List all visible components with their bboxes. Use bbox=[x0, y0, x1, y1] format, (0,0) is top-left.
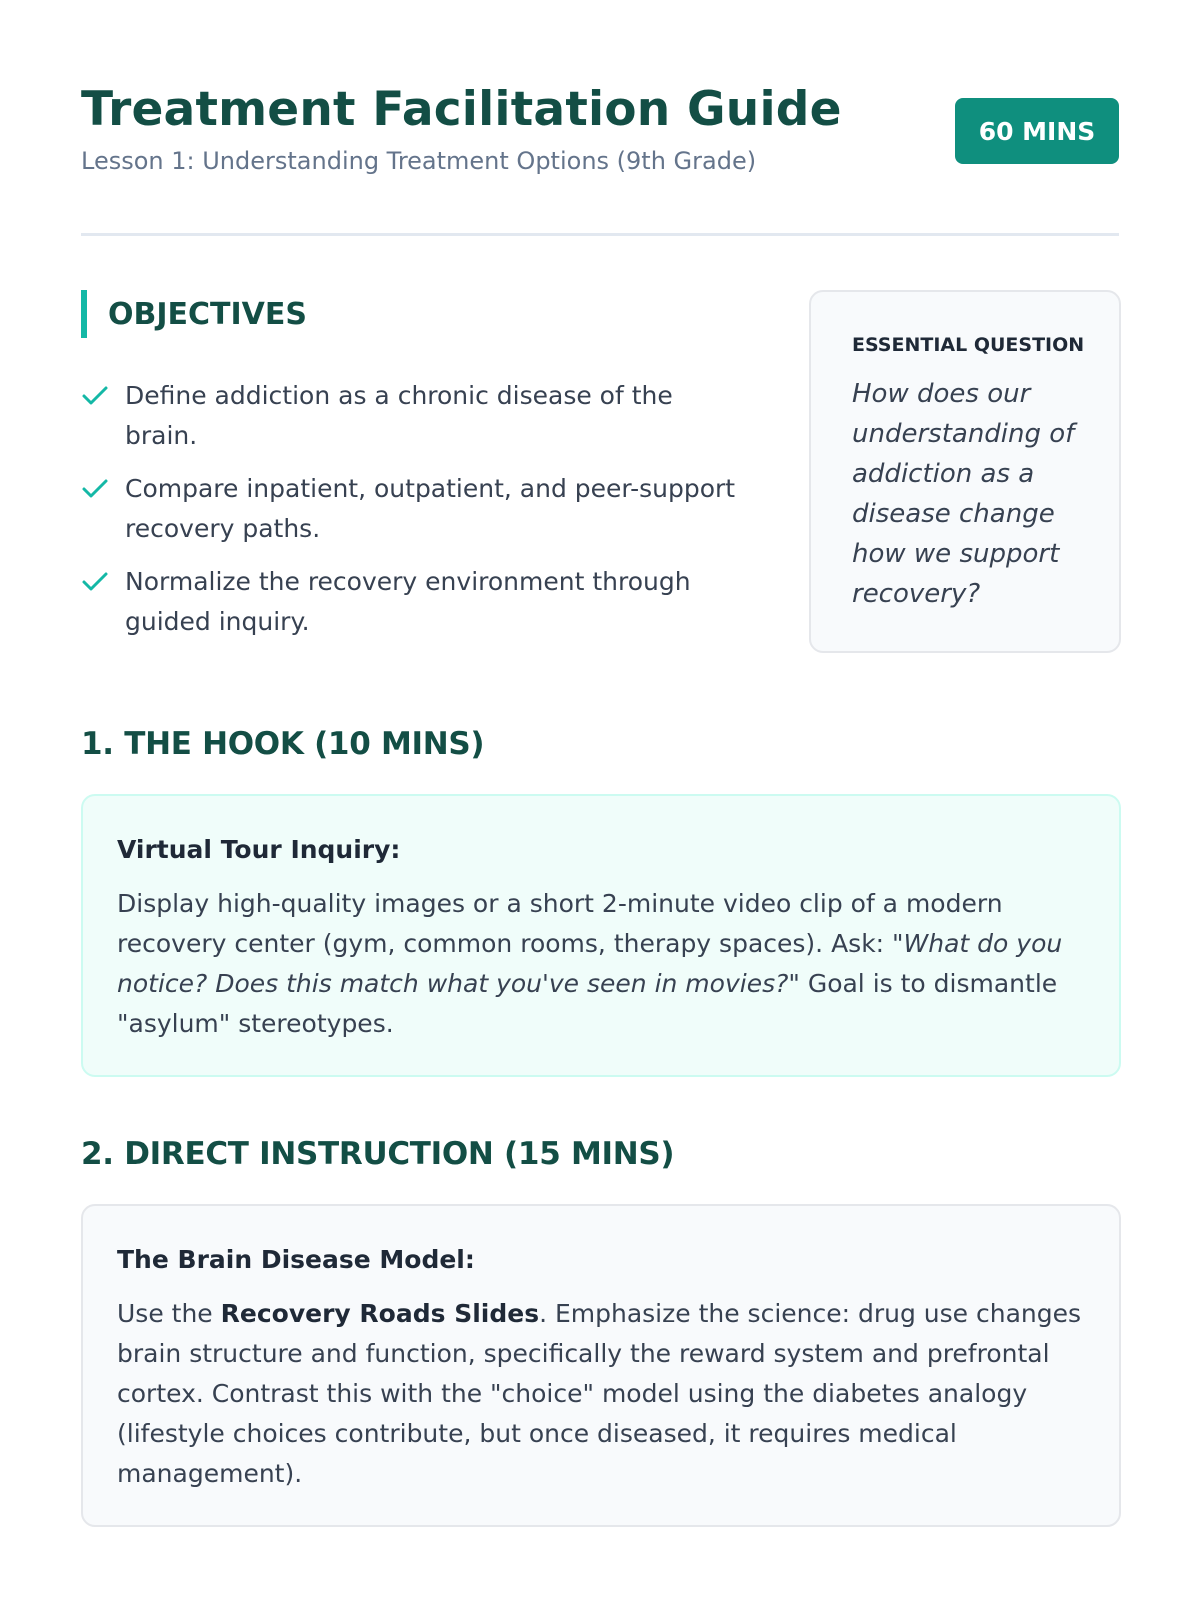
page-subtitle: Lesson 1: Understanding Treatment Options (9th Grade) bbox=[81, 147, 757, 175]
essential-question-label: ESSENTIAL QUESTION bbox=[852, 334, 1085, 356]
duration-badge: 60 MINS bbox=[955, 98, 1119, 164]
hook-card-body bbox=[117, 884, 1085, 1044]
hook-body-quote: "What do you notice? Does this match what you've seen in movies?" bbox=[117, 929, 1063, 998]
objective-text: Normalize the recovery environment through guided inquiry. bbox=[125, 567, 691, 636]
hook-card-title: Virtual Tour Inquiry: bbox=[117, 835, 401, 864]
instruction-card-body bbox=[117, 1294, 1085, 1494]
hook-body-text: Display high-quality images or a short 2-minute video clip of a modern recovery center (gym, common rooms, therapy spaces). Ask: bbox=[117, 889, 1003, 958]
instruction-card bbox=[81, 1204, 1121, 1527]
objectives-heading: OBJECTIVES bbox=[108, 296, 307, 332]
instruction-card-title: The Brain Disease Model: bbox=[117, 1245, 475, 1274]
objectives-section bbox=[81, 290, 741, 655]
objectives-list bbox=[81, 376, 741, 642]
check-icon bbox=[81, 469, 109, 509]
slides-link-text: Recovery Roads Slides bbox=[220, 1299, 540, 1328]
accent-bar bbox=[81, 290, 87, 338]
essential-question-card bbox=[809, 290, 1121, 653]
hook-card bbox=[81, 794, 1121, 1077]
page-header bbox=[81, 76, 1119, 236]
objective-item bbox=[81, 562, 741, 642]
hook-body-text-end: Goal is to dismantle "asylum" stereotypes. bbox=[117, 969, 1058, 1038]
header-divider bbox=[81, 233, 1119, 236]
check-icon bbox=[81, 562, 109, 602]
instruction-heading: 2. DIRECT INSTRUCTION (15 MINS) bbox=[81, 1136, 675, 1172]
objective-text: Compare inpatient, outpatient, and peer-support recovery paths. bbox=[125, 474, 736, 543]
page-title: Treatment Facilitation Guide bbox=[81, 82, 842, 137]
objectives-heading-row bbox=[81, 290, 741, 338]
hook-heading: 1. THE HOOK (10 MINS) bbox=[81, 726, 485, 762]
instruction-body-text: Use the bbox=[117, 1299, 221, 1328]
objective-item bbox=[81, 376, 741, 456]
instruction-body-text-end: . Emphasize the science: drug use changes brain structure and function, specifically the reward system and prefrontal cortex. Contrast this with the "choice" model using the diabetes analogy (lifestyle choices contribute, but once diseased, it requires medical management). bbox=[117, 1299, 1082, 1488]
check-icon bbox=[81, 376, 109, 416]
essential-question-text: How does our understanding of addiction as a disease change how we support recovery? bbox=[852, 379, 1075, 609]
objective-text: Define addiction as a chronic disease of the brain. bbox=[125, 381, 673, 450]
objective-item bbox=[81, 469, 741, 549]
